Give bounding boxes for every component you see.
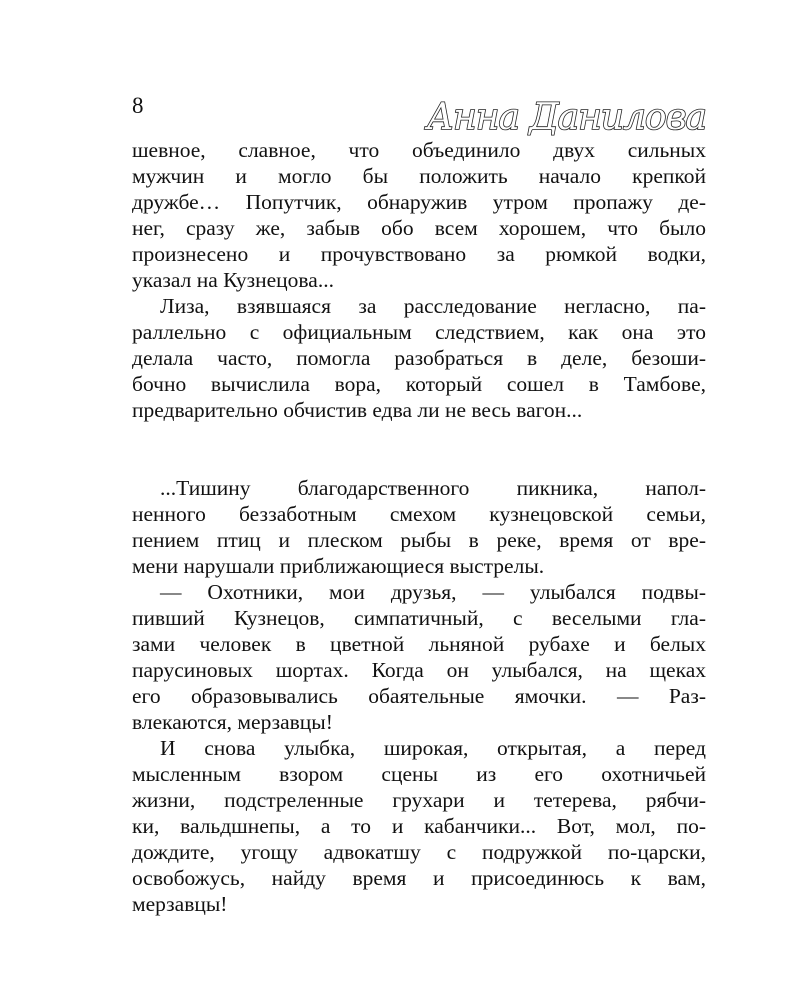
text-line: освобожусь, найду время и присоединюсь к вам, bbox=[132, 866, 706, 890]
text-line: нег, сразу же, забыв обо всем хорошем, что было bbox=[132, 216, 706, 240]
text-line: дружбе… Попутчик, обнаружив утром пропажу де- bbox=[132, 190, 706, 214]
text-line: произнесено и прочувствовано за рюмкой водки, bbox=[132, 242, 706, 266]
text-line: делала часто, помогла разобраться в деле, безоши- bbox=[132, 346, 706, 370]
text-line: мерзавцы! bbox=[132, 892, 228, 916]
text-line: пением птиц и плеском рыбы в реке, время от вре- bbox=[132, 528, 706, 552]
text-line: указал на Кузнецова... bbox=[132, 268, 334, 292]
text-line: дождите, угощу адвокатшу с подружкой по-царски, bbox=[132, 840, 706, 864]
text-line: мени нарушали приближающиеся выстрелы. bbox=[132, 554, 545, 578]
running-head-svg bbox=[410, 98, 710, 142]
text-line: ки, вальдшнепы, а то и кабанчики... Вот, мол, по- bbox=[132, 814, 706, 838]
text-line: мысленным взором сцены из его охотничьей bbox=[132, 762, 706, 786]
paragraph bbox=[132, 579, 706, 735]
text-line: парусиновых шортах. Когда он улыбался, на щеках bbox=[132, 658, 706, 682]
text-line: ...Тишину благодарственного пикника, напол- bbox=[160, 476, 706, 500]
text-line: раллельно с официальным следствием, как она это bbox=[132, 320, 706, 344]
paragraph bbox=[132, 735, 706, 917]
page-number: 8 bbox=[132, 93, 144, 118]
text-line: его образовывались обаятельные ямочки. — Раз- bbox=[132, 684, 706, 708]
paragraph bbox=[132, 293, 706, 423]
running-head-author bbox=[410, 98, 710, 142]
text-line: влекаются, мерзавцы! bbox=[132, 710, 333, 734]
text-line: Лиза, взявшаяся за расследование негласно, па- bbox=[160, 294, 706, 318]
text-line: зами человек в цветной льняной рубахе и белых bbox=[132, 632, 706, 656]
section-break bbox=[132, 423, 706, 475]
running-head-text: Анна Данилова bbox=[426, 98, 706, 138]
text-line: И снова улыбка, широкая, открытая, а перед bbox=[160, 736, 706, 760]
body-text bbox=[132, 137, 706, 917]
paragraph bbox=[132, 475, 706, 579]
text-line: — Охотники, мои друзья, — улыбался подвы- bbox=[160, 580, 706, 604]
text-line: шевное, славное, что объединило двух сильных bbox=[132, 138, 706, 162]
paragraph bbox=[132, 137, 706, 293]
text-line: предварительно обчистив едва ли не весь вагон... bbox=[132, 398, 583, 422]
text-line: пивший Кузнецов, симпатичный, с веселыми гла- bbox=[132, 606, 706, 630]
text-line: мужчин и могло бы положить начало крепкой bbox=[132, 164, 706, 188]
text-line: бочно вычислила вора, который сошел в Тамбове, bbox=[132, 372, 706, 396]
text-line: ненного беззаботным смехом кузнецовской семьи, bbox=[132, 502, 706, 526]
text-line: жизни, подстреленные грухари и тетерева, рябчи- bbox=[132, 788, 706, 812]
